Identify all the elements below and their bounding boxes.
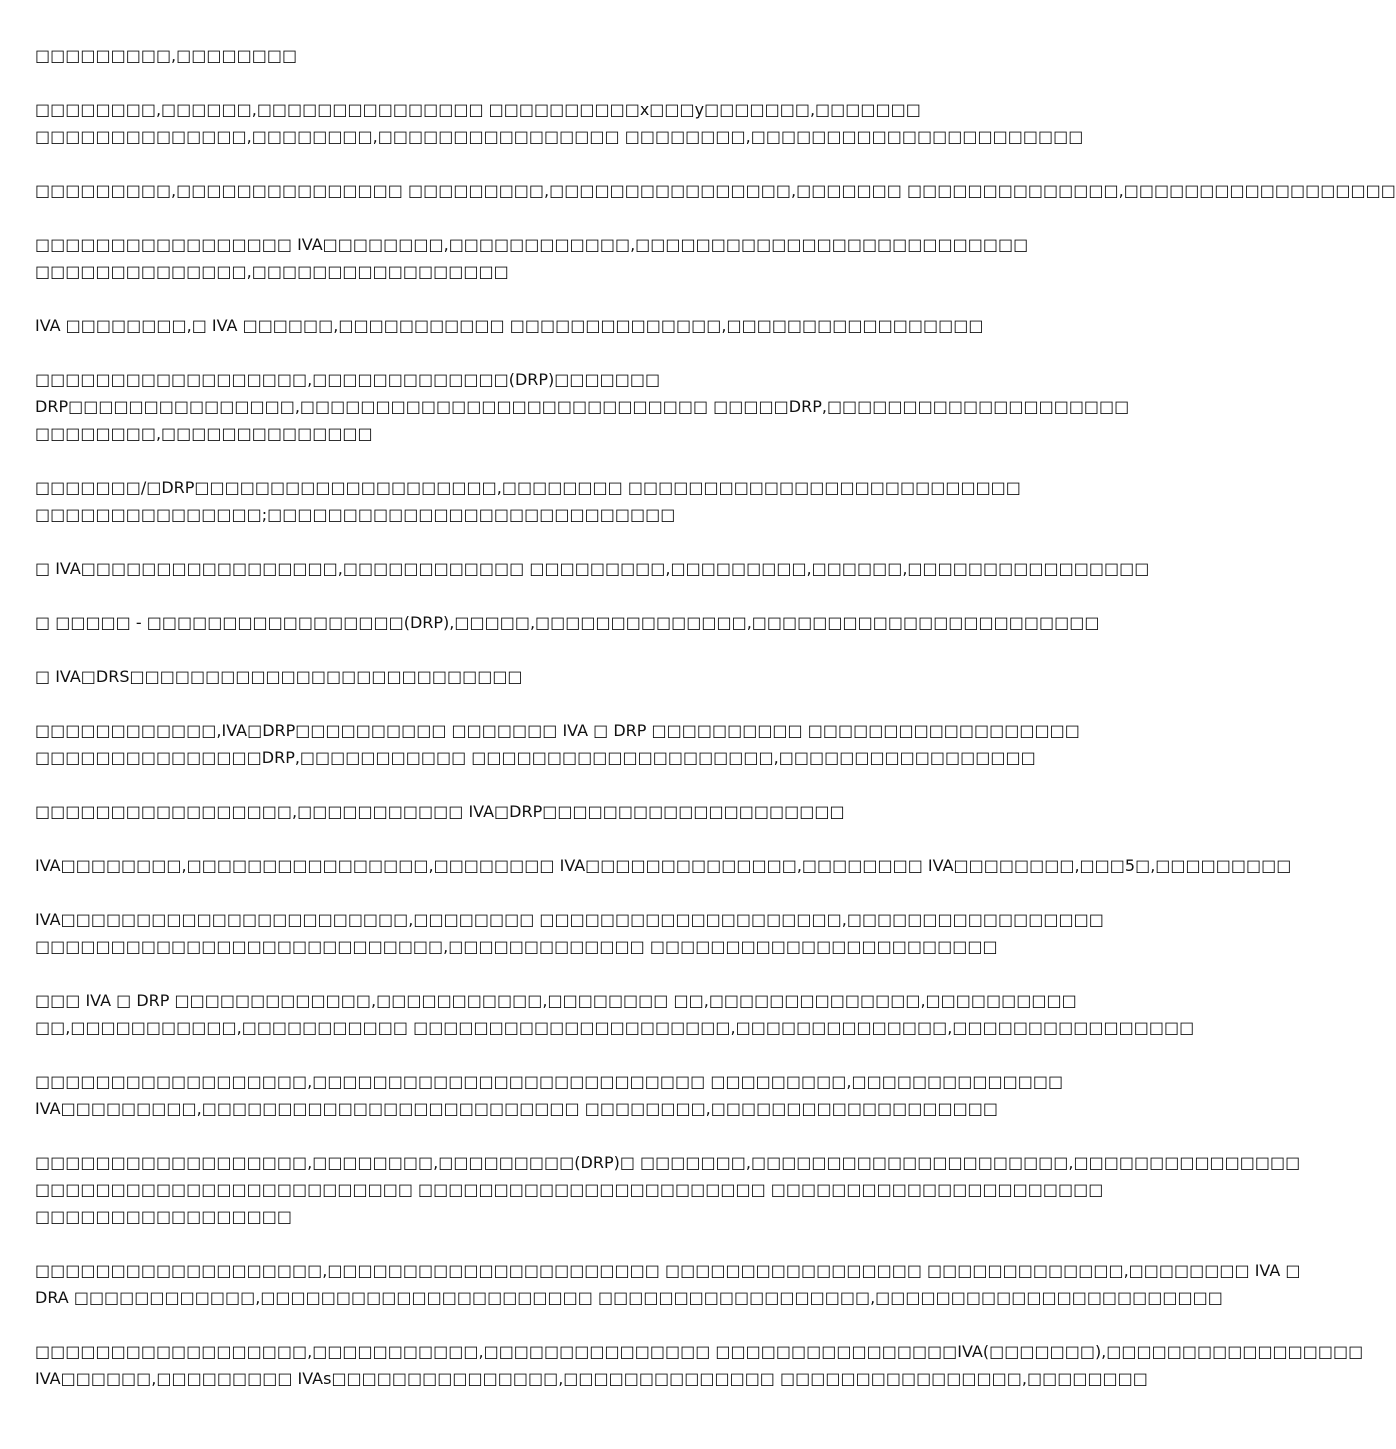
paragraph-line: □□□□□□□□□,□□□□□□□□□□□□□□□ □□□□□□□□□,□□□□□□□□□□□□□□□□,□□□□□□□ □□□□□□□□□□□□□□,□□□□□□□□□□□□□□□□□□ [35,181,1396,200]
paragraph [35,663,995,690]
paragraph [35,177,1396,204]
paragraph [35,717,1080,771]
paragraph [35,1257,1301,1311]
paragraph-line: □□□□□□□□□,□□□□□□□□ [35,46,298,65]
paragraph-line: □□□□□□□□□□□□,IVA□DRP□□□□□□□□□□ □□□□□□□ IVA □ DRP □□□□□□□□□□ □□□□□□□□□□□□□□□□□□ [35,721,1080,740]
paragraph-line: □□,□□□□□□□□□□□,□□□□□□□□□□□ □□□□□□□□□□□□□□□□□□□□□,□□□□□□□□□□□□□□,□□□□□□□□□□□□□□□□ [35,1018,1195,1037]
paragraph [35,987,1195,1041]
paragraph-line: □□□□□□□□,□□□□□□,□□□□□□□□□□□□□□□ □□□□□□□□□□x□□□y□□□□□□□,□□□□□□□ [35,100,921,119]
paragraph-line: □□□□□□□□□□□□□□□□□□,□□□□□□□□,□□□□□□□□□(DRP)□ □□□□□□□,□□□□□□□□□□□□□□□□□□□□□,□□□□□□□□□□□□□□□ [35,1153,1301,1172]
paragraph-line: □□□ IVA □ DRP □□□□□□□□□□□□□,□□□□□□□□□□□,□□□□□□□□ □□,□□□□□□□□□□□□□□,□□□□□□□□□□ [35,991,1077,1010]
paragraph-line: □□□□□□□□□□□□□□□□□ IVA□□□□□□□□,□□□□□□□□□□□□,□□□□□□□□□□□□□□□□□□□□□□□□□□ [35,235,1029,254]
paragraph [35,231,1029,285]
paragraph-line: □□□□□□□□□□□□□□□□□□,□□□□□□□□□□□□□(DRP)□□□□□□□ [35,370,661,389]
paragraph-line: IVA□□□□□□□□□,□□□□□□□□□□□□□□□□□□□□□□□□□ □□□□□□□□,□□□□□□□□□□□□□□□□□□□ [35,1099,998,1118]
paragraph-line: □ IVA□□□□□□□□□□□□□□□□□,□□□□□□□□□□□□ □□□□□□□□□,□□□□□□□□□,□□□□□□,□□□□□□□□□□□□□□□□ [35,559,1150,578]
paragraph-line: IVA□□□□□□□□,□□□□□□□□□□□□□□□□,□□□□□□□□ IVA□□□□□□□□□□□□□□,□□□□□□□□ IVA□□□□□□□□,□□□5□,□□□□□□□□□ [35,856,1292,875]
paragraph [35,798,995,825]
paragraph [35,1338,1364,1392]
paragraph-line: □ □□□□□ - □□□□□□□□□□□□□□□□□(DRP),□□□□□,□□□□□□□□□□□□□□,□□□□□□□□□□□□□□□□□□□□□□□ [35,613,1100,632]
paragraph [35,474,1021,528]
paragraph-line: □□□□□□□□□□□□□□□□□□,□□□□□□□□□□□,□□□□□□□□□□□□□□□ □□□□□□□□□□□□□□□□IVA(□□□□□□□),□□□□□□□□□□□□□□□□□ [35,1342,1364,1361]
paragraph-line: □□□□□□□□□□□□□□,□□□□□□□□□□□□□□□□□ [35,262,509,281]
paragraph [35,1068,1064,1122]
paragraph [35,852,1292,879]
paragraph [35,312,995,339]
paragraph-line: □□□□□□□□□□□□□□□□□□□□□□□□□ □□□□□□□□□□□□□□□□□□□□□□□ □□□□□□□□□□□□□□□□□□□□□□ [35,1180,1104,1199]
document-body [35,42,1396,1419]
paragraph-line: □□□□□□□/□DRP□□□□□□□□□□□□□□□□□□□□,□□□□□□□□ □□□□□□□□□□□□□□□□□□□□□□□□□□ [35,478,1021,497]
paragraph [35,42,995,69]
paragraph-line: □□□□□□□□□□□□□□□;□□□□□□□□□□□□□□□□□□□□□□□□□□□ [35,505,676,524]
paragraph-line: IVA□□□□□□,□□□□□□□□□ IVAs□□□□□□□□□□□□□□□,□□□□□□□□□□□□□□ □□□□□□□□□□□□□□□□,□□□□□□□□ [35,1369,1148,1388]
paragraph [35,555,1150,582]
paragraph-line: □□□□□□□□□□□□□□□DRP,□□□□□□□□□□□ □□□□□□□□□□□□□□□□□□□□,□□□□□□□□□□□□□□□□□ [35,748,1036,767]
paragraph [35,906,1104,960]
paragraph [35,366,1130,447]
paragraph-line: DRP□□□□□□□□□□□□□□□,□□□□□□□□□□□□□□□□□□□□□□□□□□□ □□□□□DRP,□□□□□□□□□□□□□□□□□□□□ [35,397,1130,416]
paragraph-line: IVA □□□□□□□□,□ IVA □□□□□□,□□□□□□□□□□□ □□□□□□□□□□□□□□,□□□□□□□□□□□□□□□□□ [35,316,984,335]
paragraph-line: □□□□□□□□□□□□□□□□□,□□□□□□□□□□□ IVA□DRP□□□□□□□□□□□□□□□□□□□□ [35,802,845,821]
paragraph-line: □□□□□□□□□□□□□□□□□□□,□□□□□□□□□□□□□□□□□□□□□□ □□□□□□□□□□□□□□□□□ □□□□□□□□□□□□□,□□□□□□□□ IVA □ [35,1261,1301,1280]
paragraph [35,1149,1301,1230]
paragraph [35,609,1100,636]
paragraph-line: DRA □□□□□□□□□□□□,□□□□□□□□□□□□□□□□□□□□□□ □□□□□□□□□□□□□□□□□□,□□□□□□□□□□□□□□□□□□□□□□□ [35,1288,1223,1307]
paragraph-line: □□□□□□□□,□□□□□□□□□□□□□□ [35,424,373,443]
paragraph-line: □□□□□□□□□□□□□□□□□□□□□□□□□□□,□□□□□□□□□□□□□ □□□□□□□□□□□□□□□□□□□□□□□ [35,937,998,956]
paragraph-line: □□□□□□□□□□□□□□□□□ [35,1207,292,1226]
paragraph [35,96,1084,150]
paragraph-line: □□□□□□□□□□□□□□□□□□,□□□□□□□□□□□□□□□□□□□□□□□□□□ □□□□□□□□□,□□□□□□□□□□□□□□ [35,1072,1064,1091]
paragraph-line: □ IVA□DRS□□□□□□□□□□□□□□□□□□□□□□□□□□ [35,667,523,686]
paragraph-line: IVA□□□□□□□□□□□□□□□□□□□□□□□,□□□□□□□□ □□□□□□□□□□□□□□□□□□□□,□□□□□□□□□□□□□□□□□ [35,910,1104,929]
paragraph-line: □□□□□□□□□□□□□□,□□□□□□□□,□□□□□□□□□□□□□□□□ □□□□□□□□,□□□□□□□□□□□□□□□□□□□□□□ [35,127,1084,146]
